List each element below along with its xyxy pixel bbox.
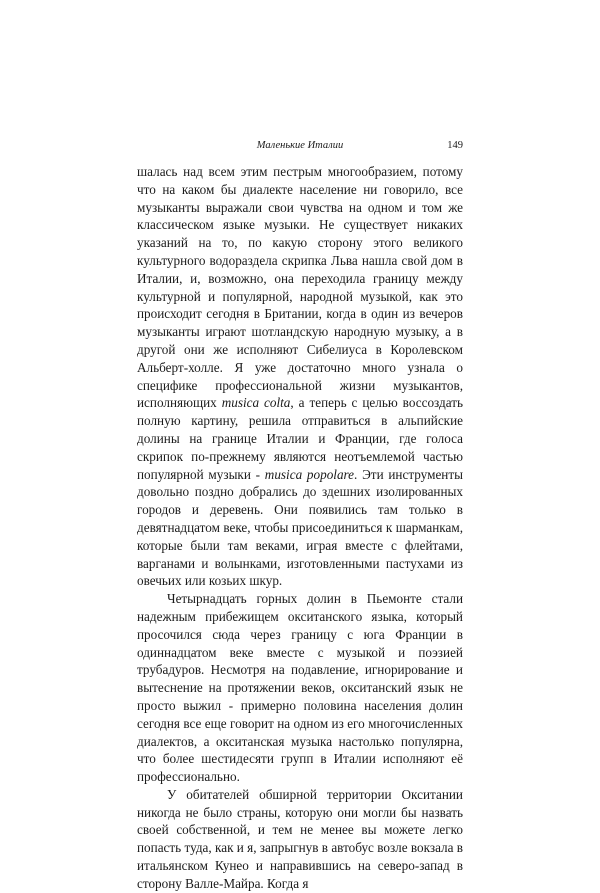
paragraph-3 <box>137 786 463 893</box>
body-text <box>137 163 463 893</box>
running-title: Маленькие Италии <box>256 140 344 151</box>
paragraph-1-text-1: шалась над всем этим пестрым многообразием, потому что на каком бы диалекте население ни говорило, все музыканты выражали свои чувства на одном и том же классическом языке музыки. Не существует никаких указаний на то, по какую сторону этого великого культурного водораздела скрипка Льва нашла свой дом в Италии, и, возможно, она переходила границу между культурной и популярной, народной музыкой, как это происходит сегодня в Британии, когда в один из вечеров музыканты играют шотландскую народную музыку, а в другой они же исполняют Сибелиуса в Королевском Альберт-холле. Я уже достаточно много узнала о специфике профессиональной жизни музыкантов, исполняющих <box>137 164 463 411</box>
term-musica-colta: musica colta <box>221 395 291 411</box>
paragraph-2 <box>137 590 463 786</box>
paragraph-1-text-3: . Эти инструменты довольно поздно добрались до здешних изолированных городов и деревень. Они появились там только в девятнадцатом веке, чтобы присоединиться к шарманкам, которые были там веками, играя вместе с флейтами, варганами и волынками, изготовленными пастухами из овечьих или козьих шкур. <box>137 466 463 589</box>
page-number: 149 <box>447 140 463 151</box>
paragraph-1 <box>137 163 463 590</box>
term-musica-popolare: musica popolare <box>264 466 355 482</box>
paragraph-1-text-2: , а теперь с целью воссоздать полную картину, решила отправиться в альпийские долины на границе Италии и Франции, где голоса скрипок по-прежнему являются неотъемлемой частью популярной музыки - <box>137 395 464 482</box>
page-header <box>137 140 463 156</box>
paragraph-2-text: Четырнадцать горных долин в Пьемонте стали надежным прибежищем окситанского языка, который просочился сюда через границу с юга Франции в одиннадцатом веке вместе с музыкой и поэзией трубадуров. Несмотря на подавление, игнорирование и вытеснение на протяжении веков, окситанский язык не просто выжил - примерно половина населения долин сегодня все еще говорит на одном из его многочисленных диалектов, а окситанская музыка настолько популярна, что более шестидесяти групп в Италии исполняют её профессионально. <box>137 591 463 785</box>
paragraph-3-text: У обитателей обширной территории Окситании никогда не было страны, которую они могли бы назвать своей собственной, и тем не менее вы можете легко попасть туда, как и я, запрыгнув в автобус возле вокзала в итальянском Кунео и направившись на северо-запад в сторону Валле-Майра. Когда я <box>137 786 463 891</box>
